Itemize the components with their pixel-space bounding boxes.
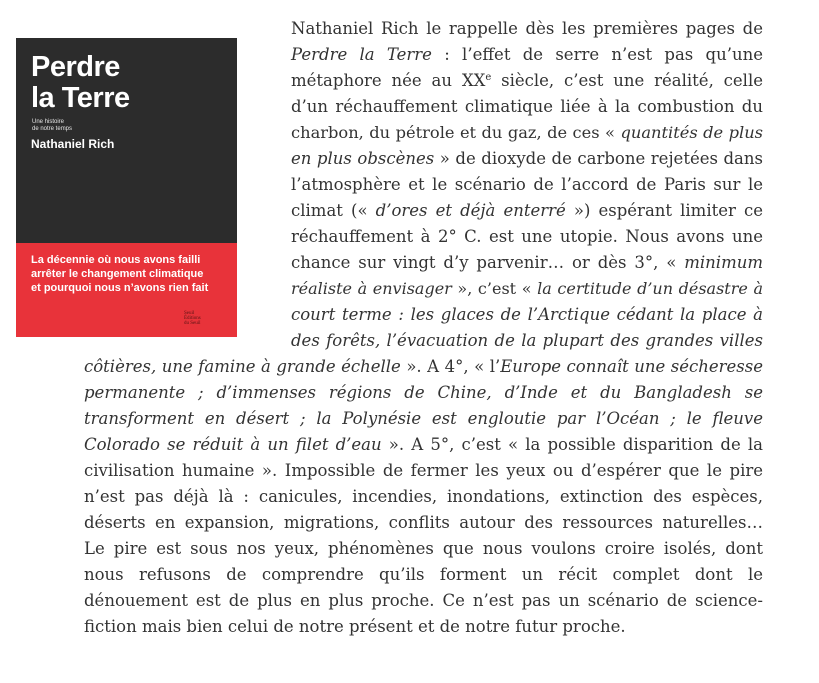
- text-line: [291, 42, 763, 68]
- cover-title-line-2: la Terre: [31, 82, 130, 114]
- text-line: [84, 614, 763, 640]
- text-line: [291, 146, 763, 172]
- text-line: [84, 458, 763, 484]
- text-line: [84, 562, 763, 588]
- text-line: [291, 68, 763, 94]
- text-segment: déserts en expansion, migrations, conflits autour des ressources naturelles…: [84, 513, 763, 532]
- text-segment: » de dioxyde de carbone rejetées dans: [434, 149, 763, 168]
- quote-italic: permanente ; d’immenses régions de Chine, d’Inde et du Bangladesh se: [84, 383, 763, 402]
- text-line: [291, 120, 763, 146]
- quote-italic: la certitude d’un désastre à: [537, 279, 763, 298]
- book-title-italic: Perdre la Terre: [291, 45, 432, 64]
- book-cover-image: [16, 38, 237, 337]
- text-segment: charbon, du pétrole et du gaz, de ces «: [291, 123, 621, 142]
- cover-subtitle: [32, 119, 112, 133]
- text-segment: climat («: [291, 201, 376, 220]
- text-line: [291, 16, 763, 42]
- cover-publisher-logo: [184, 311, 201, 326]
- text-line: [291, 172, 763, 198]
- cover-tagline-line-3: et pourquoi nous n’avons rien fait: [31, 282, 209, 294]
- quote-italic: côtières, une famine à grande échelle: [84, 357, 401, 376]
- text-line: [291, 328, 763, 354]
- text-line: [291, 250, 763, 276]
- quote-italic: minimum: [684, 253, 763, 272]
- text-segment: réchauffement à 2° C. est une utopie. Nous avons une: [291, 227, 763, 246]
- text-line: [84, 536, 763, 562]
- text-line: [84, 510, 763, 536]
- cover-tagline-line-2: arrêter le changement climatique: [31, 268, 204, 280]
- text-line: [291, 198, 763, 224]
- cover-author: Nathaniel Rich: [31, 137, 115, 151]
- text-line: [291, 224, 763, 250]
- text-line: [84, 484, 763, 510]
- superscript: e: [485, 72, 492, 83]
- quote-italic: réaliste à envisager: [291, 279, 452, 298]
- text-line: [291, 276, 763, 302]
- text-line: [84, 354, 763, 380]
- quote-italic: transforment en désert ; la Polynésie est engloutie par l’Océan ; le fleuve: [84, 409, 763, 428]
- text-segment: l’atmosphère et le scénario de l’accord de Paris sur le: [291, 175, 763, 194]
- publisher-line-2: Éditions: [184, 316, 201, 321]
- quote-italic: en plus obscènes: [291, 149, 435, 168]
- cover-subtitle-line-1: Une histoire: [32, 119, 65, 125]
- text-segment: », c’est «: [451, 279, 538, 298]
- text-segment: chance sur vingt d’y parvenir… or dès 3°, «: [291, 253, 685, 272]
- quote-italic: court terme : les glaces de l’Arctique cédant la place à: [291, 305, 763, 324]
- cover-tagline: [31, 253, 231, 295]
- text-segment: dénouement est de plus en plus proche. Ce n’est pas un scénario de science-: [84, 591, 763, 610]
- publisher-line-1: Seuil: [184, 311, 195, 316]
- text-segment: métaphore née au XX: [291, 71, 486, 90]
- text-line: [84, 588, 763, 614]
- cover-title-line-1: Perdre: [31, 51, 120, 83]
- cover-red-band: [16, 243, 237, 337]
- text-segment: nous refusons de comprendre qu’ils forment un récit complet dont le: [84, 565, 763, 584]
- text-segment: siècle, c’est une réalité, celle: [491, 71, 763, 90]
- publisher-line-3: du Seuil: [184, 321, 201, 326]
- cover-tagline-line-1: La décennie où nous avons failli: [31, 254, 201, 266]
- quote-italic: quantités de plus: [620, 123, 763, 142]
- text-line: [84, 432, 763, 458]
- text-line: [291, 302, 763, 328]
- text-segment: ») espérant limiter ce: [565, 201, 763, 220]
- text-segment: ». A 4°, « l’: [400, 357, 501, 376]
- text-segment: civilisation humaine ». Impossible de fermer les yeux ou d’espérer que le pire: [84, 461, 763, 480]
- text-line: [84, 406, 763, 432]
- quote-italic: Colorado se réduit à un filet d’eau: [84, 435, 382, 454]
- text-line: [84, 380, 763, 406]
- text-segment: Le pire est sous nos yeux, phénomènes que nous voulons croire isolés, dont: [84, 539, 763, 558]
- quote-italic: d’ores et déjà enterré: [375, 201, 566, 220]
- text-segment: Nathaniel Rich le rappelle dès les premières pages de: [291, 19, 763, 38]
- text-segment: fiction mais bien celui de notre présent et de notre futur proche.: [84, 617, 626, 636]
- text-line: [291, 94, 763, 120]
- cover-subtitle-line-2: de notre temps: [32, 126, 73, 132]
- cover-title: [31, 52, 130, 114]
- text-segment: d’un réchauffement climatique liée à la combustion du: [291, 97, 763, 116]
- text-segment: : l’effet de serre n’est pas qu’une: [431, 45, 763, 64]
- text-segment: ». A 5°, c’est « la possible disparition de la: [381, 435, 763, 454]
- quote-italic: Europe connaît une sécheresse: [500, 357, 763, 376]
- text-segment: n’est pas déjà là : canicules, incendies, inondations, extinction des espèces,: [84, 487, 763, 506]
- quote-italic: des forêts, l’évacuation de la plupart des grandes villes: [291, 331, 763, 350]
